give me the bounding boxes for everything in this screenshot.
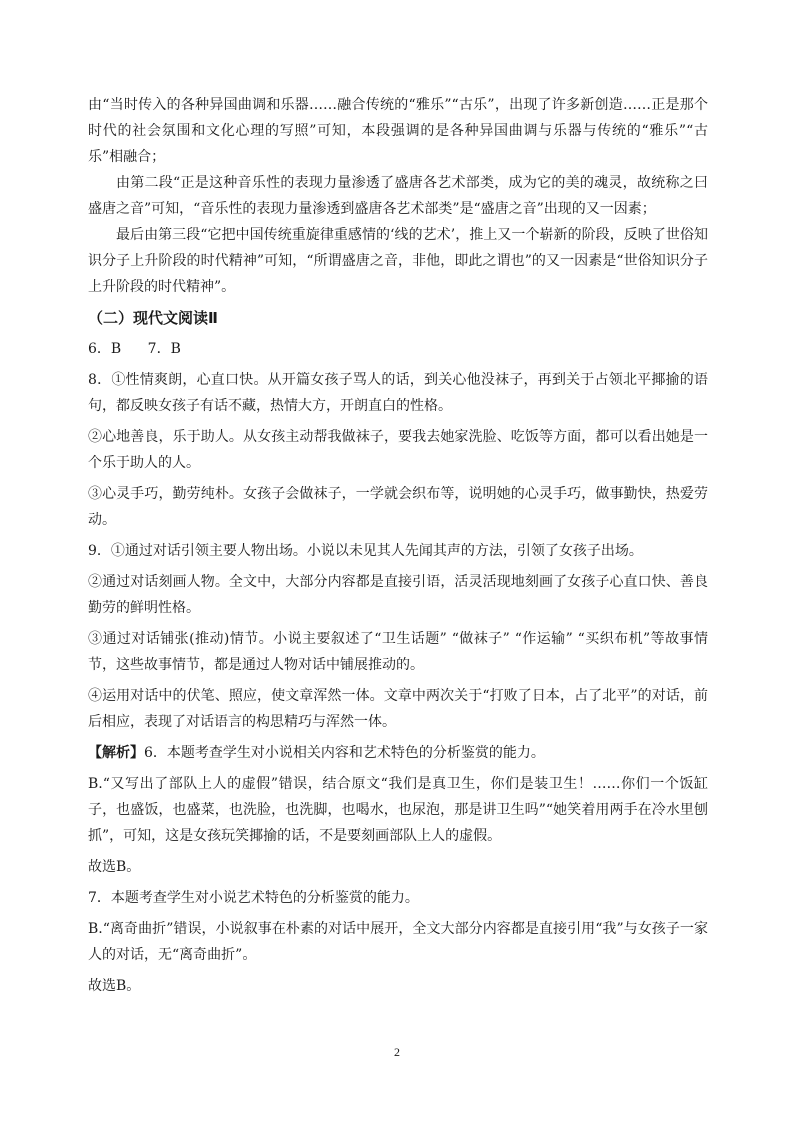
analysis-q6-conclusion: 故选B。 [88,859,141,875]
page-number: 2 [394,1045,400,1059]
section1-paragraph-2: 由第二段“正是这种音乐性的表现力量渗透了盛唐各艺术部类，成为它的美的魂灵，故统称之曰盛唐之音”可知，“音乐性的表现力量渗透到盛唐各艺术部类”是“盛唐之音”出现的又一因素； [88,175,708,217]
analysis-q6-detail: B.“又写出了部队上人的虚假”错误，结合原文“我们是真卫生，你们是装卫生！……你们一个饭缸子，也盛饭，也盛菜，也洗脸，也洗脚，也喝水，也尿泡，那是讲卫生吗”“她笑着用两手在冷水里刨抓”，可知，这是女孩玩笑揶揄的话，不是要刻画部队上人的虚假。 [88,776,708,844]
analysis-q7-detail: B.“离奇曲折”错误，小说叙事在朴素的对话中展开，全文大部分内容都是直接引用“我”与女孩子一家人的对话，无“离奇曲折”。 [88,921,708,963]
q8-point-1: 8．①性情爽朗，心直口快。从开篇女孩子骂人的话，到关心他没袜子，再到关于占领北平揶揄的语句，都反映女孩子有话不藏，热情大方，开朗直白的性格。 [88,372,708,414]
answer-7: 7．B [147,341,181,357]
answer-6: 6．B [88,341,122,357]
section1-paragraph-3: 最后由第三段“它把中国传统重旋律重感情的‘线的艺术’，推上又一个崭新的阶段，反映了世俗知识分子上升阶段的时代精神”可知，“所谓盛唐之音，非他，即此之谓也”的又一因素是“世俗知识分子上升阶段的时代精神”。 [88,227,708,295]
document-page [88,92,708,999]
section-heading: （二）现代文阅读Ⅱ [88,309,218,327]
analysis-q6-intro-text: 6．本题考查学生对小说相关内容和艺术特色的分析鉴赏的能力。 [144,745,545,761]
analysis-q7-conclusion: 故选B。 [88,978,141,994]
q8-point-3: ③心灵手巧，勤劳纯朴。女孩子会做袜子，一学就会织布等，说明她的心灵手巧，做事勤快，热爱劳动。 [88,486,708,528]
analysis-q7-intro: 7．本题考查学生对小说艺术特色的分析鉴赏的能力。 [88,890,419,906]
q9-point-4: ④运用对话中的伏笔、照应，使文章浑然一体。文章中两次关于“打败了日本，占了北平”的对话，前后相应，表现了对话语言的构思精巧与浑然一体。 [88,688,708,730]
analysis-label: 【解析】 [88,745,144,761]
q8-point-2: ②心地善良，乐于助人。从女孩主动帮我做袜子，要我去她家洗脸、吃饭等方面，都可以看出她是一个乐于助人的人。 [88,429,708,471]
q9-point-2: ②通过对话刻画人物。全文中，大部分内容都是直接引语，活灵活现地刻画了女孩子心直口快、善良勤劳的鲜明性格。 [88,574,708,616]
q9-point-1: 9．①通过对话引领主要人物出场。小说以未见其人先闻其声的方法，引领了女孩子出场。 [88,543,643,559]
analysis-q6-intro [88,740,708,766]
answers-6-7 [88,336,708,362]
section1-paragraph-1: 由“当时传入的各种异国曲调和乐器……融合传统的“雅乐”“古乐”，出现了许多新创造……正是那个时代的社会氛围和文化心理的写照”可知，本段强调的是各种异国曲调与乐器与传统的“雅乐”“古乐”相融合； [88,97,708,165]
q9-point-3: ③通过对话铺张(推动)情节。小说主要叙述了“卫生话题” “做袜子” “作运输” “买织布机”等故事情节，这些故事情节，都是通过人物对话中铺展推动的。 [88,631,708,673]
